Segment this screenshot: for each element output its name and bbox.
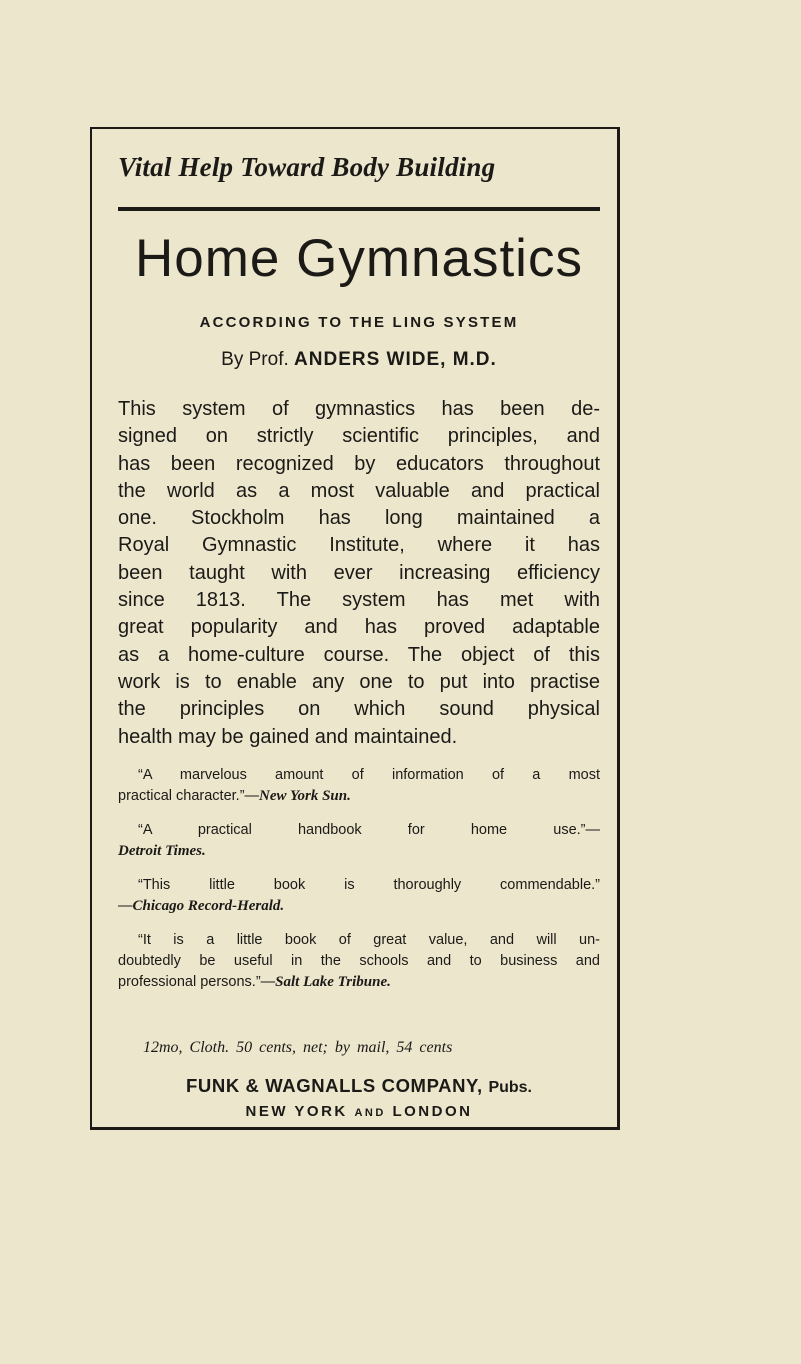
author-line [118,349,600,371]
quote-line [118,896,600,917]
author-name: ANDERS WIDE, M.D. [294,349,497,370]
press-quote [118,820,600,862]
quote-line [118,786,600,807]
quote-line: “It is a little book of great value, and will un- [138,932,600,948]
quote-line: “A marvelous amount of information of a most [138,767,600,783]
quote-line: “This little book is thoroughly commendable.” [138,877,600,893]
body-line: as a home-culture course. The object of this [118,643,600,666]
body-line: since 1813. The system has met with [118,589,600,612]
body-line: has been recognized by educators throughout [118,452,600,475]
location-and: AND [354,1107,386,1119]
body-line: the world as a most valuable and practical [118,479,600,502]
location-left: NEW YORK [245,1103,348,1120]
page-header: Vital Help Toward Body Building [118,152,496,182]
body-line: been taught with ever increasing efficiency [118,561,600,584]
publisher-name: FUNK & WAGNALLS COMPANY, [186,1075,483,1096]
body-line: health may be gained and maintained. [118,725,458,748]
description-paragraph [118,396,600,751]
body-line: one. Stockholm has long maintained a [118,507,600,530]
quote-line: “A practical handbook for home use.”— [138,822,600,838]
body-line: great popularity and has proved adaptable [118,616,600,639]
quote-source: Salt Lake Tribune. [275,974,391,990]
book-title: Home Gymnastics [135,229,583,288]
press-quote [118,930,600,993]
publisher-line [118,1075,600,1097]
book-subtitle: ACCORDING TO THE LING SYSTEM [199,314,519,331]
quote-text: practical character.”— [118,788,260,804]
publisher-suffix: Pubs. [488,1079,532,1096]
body-line: signed on strictly scientific principles, and [118,425,600,448]
quote-source: Detroit Times. [118,843,206,859]
location-right: LONDON [392,1103,473,1120]
body-line: This system of gymnastics has been de- [118,398,600,420]
quote-source: New York Sun. [259,788,351,804]
body-line: Royal Gymnastic Institute, where it has [118,534,600,557]
press-quotes [118,765,600,1006]
quote-line [118,972,600,993]
press-quote [118,875,600,917]
quote-line: doubtedly be useful in the schools and to business and [118,953,600,969]
body-line: work is to enable any one to put into practise [118,670,600,693]
header-rule [118,207,600,211]
publisher-location [118,1103,600,1120]
quote-text: — [118,898,133,914]
quote-source: Chicago Record-Herald. [132,898,285,914]
press-quote [118,765,600,807]
quote-text: professional persons.”— [118,974,276,990]
quote-line [118,841,600,862]
author-prefix: By Prof. [221,349,289,370]
price-line: 12mo, Cloth. 50 cents, net; by mail, 54 cents [143,1039,453,1056]
body-line: the principles on which sound physical [118,698,600,721]
